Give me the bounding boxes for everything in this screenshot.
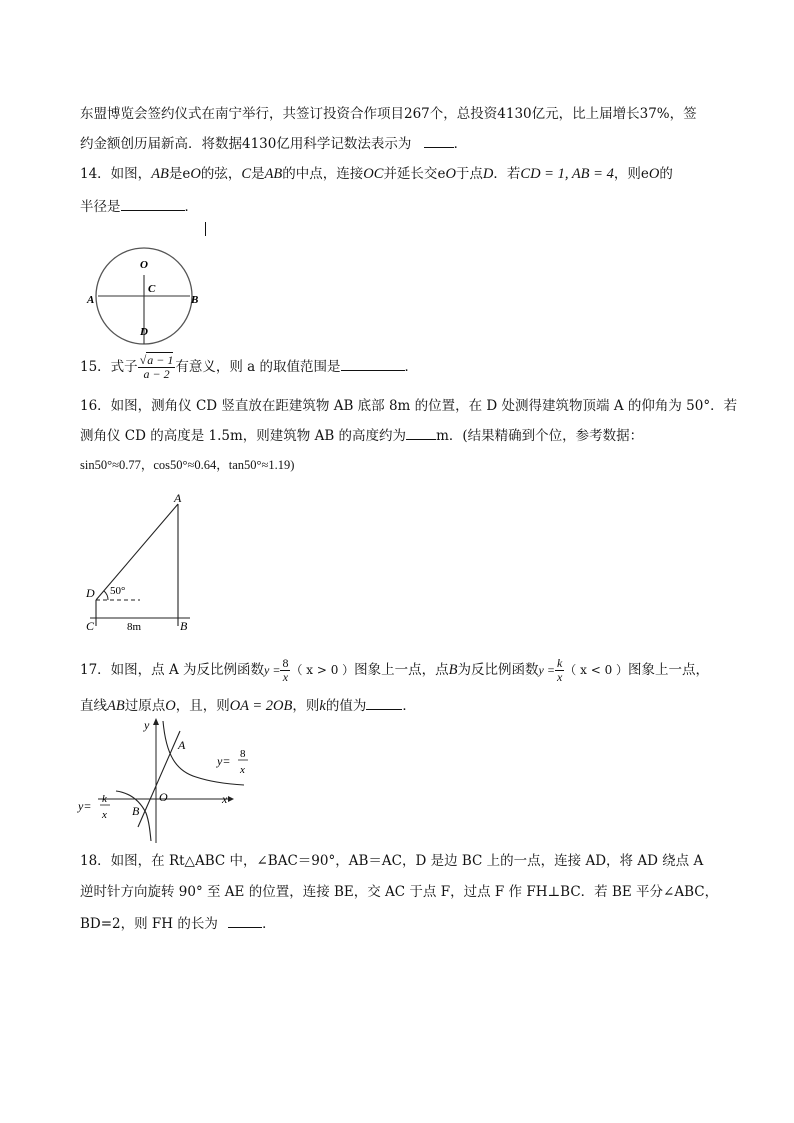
q17-equation: OA = 2OB: [229, 698, 293, 714]
q13-line1: 东盟博览会签约仪式在南宁举行，共签订投资合作项目267个，总投资4130亿元，比上届增长37%，签: [80, 106, 697, 122]
label-a: A: [178, 738, 186, 752]
q15-end: ．: [404, 359, 419, 375]
x-axis-arrow: [228, 796, 234, 802]
q14-number: 14．如图，: [80, 166, 152, 182]
q14-line1: [80, 164, 673, 184]
q14-radius-text: 半径是: [80, 199, 121, 215]
q14-ab: AB: [151, 166, 169, 182]
q17-l2d: ，则: [292, 698, 320, 714]
q15-numerator: a − 1: [147, 353, 174, 367]
q14-t2: 的弦，: [200, 166, 242, 182]
q14-c: C: [241, 166, 252, 182]
q17-ab: AB: [107, 698, 125, 714]
q17-line1: [80, 656, 709, 684]
q17-y2: y =: [538, 663, 555, 677]
q17-l2e: 的值为: [325, 698, 367, 714]
q17-f2-den: x: [556, 670, 563, 684]
label-angle: 50°: [110, 585, 126, 597]
q14-t1: 是: [168, 166, 183, 182]
q14-oc: OC: [363, 166, 384, 182]
q18-text: BD=2，则 FH 的长为: [80, 916, 218, 932]
q18-answer-blank: [228, 913, 262, 928]
label-8m: 8m: [127, 621, 142, 633]
q14-o3: O: [648, 166, 660, 182]
label-b: B: [191, 294, 199, 306]
q14-o2: O: [445, 166, 456, 182]
q15-denominator: a − 2: [143, 367, 170, 381]
q17-fraction-8x: [280, 657, 290, 684]
q14-answer-blank: [121, 196, 185, 211]
q17-fraction-kx: [555, 657, 564, 684]
q17-f2-num: k: [556, 656, 563, 670]
q16-line1: 16．如图，测角仪 CD 竖直放在距建筑物 AB 底部 8m 的位置，在 D 处测得建筑物顶端 A 的仰角为 50°．若: [80, 398, 738, 414]
line-ab: [138, 731, 180, 827]
curve-8-over-x: [163, 721, 244, 785]
q13-text: 约金额创历届新高．将数据4130亿用科学记数法表示为: [80, 136, 412, 152]
q17-number: 17．如图，点 A 为反比例函数: [80, 662, 265, 678]
q17-t3: 图象上一点，: [628, 662, 710, 678]
q17-cond2: （ x < 0 ）: [564, 663, 629, 677]
q13-end: ．: [453, 136, 468, 152]
q14-d: D: [482, 166, 494, 182]
label-b: B: [132, 804, 140, 818]
q17-t2: 为反比例函数: [457, 662, 539, 678]
q13-line2: [80, 133, 467, 154]
label-right-den: x: [240, 764, 245, 776]
label-left-y: y=: [78, 799, 92, 813]
label-b: B: [180, 619, 188, 633]
q14-t8: ，则: [613, 166, 641, 182]
q17-hyperbola-figure: [76, 715, 256, 845]
label-o: O: [159, 790, 168, 804]
q17-k: k: [319, 698, 326, 714]
label-a: A: [87, 294, 95, 306]
q16-line2: [80, 425, 643, 446]
q16-building-figure: [80, 490, 210, 640]
q16-text-a: 测角仪 CD 的高度是 1.5m，则建筑物 AB 的高度约为: [80, 428, 407, 444]
q14-t3: 是: [251, 166, 265, 182]
q18-end: ．: [262, 916, 276, 932]
q17-t1: 图象上一点，点: [354, 662, 449, 678]
label-d: D: [86, 586, 95, 600]
q14-o: O: [190, 166, 201, 182]
q17-end: ．: [402, 698, 416, 714]
q15-text: 有意义，则 a 的取值范围是: [175, 359, 341, 375]
y-axis-arrow: [153, 718, 159, 725]
q14-circle-sym2: e: [437, 166, 446, 182]
q18-line2: 逆时针方向旋转 90° 至 AE 的位置，连接 BE，交 AC 于点 F，过点 F 作 FH⊥BC．若 BE 平分∠ABC，: [80, 884, 719, 900]
label-d: D: [140, 326, 148, 338]
label-right-y: y=: [217, 754, 231, 768]
q17-l2c: ，且，则: [175, 698, 230, 714]
label-right-num: 8: [240, 748, 246, 760]
q17-cond1: （ x > 0 ）: [290, 663, 355, 677]
q13-answer-blank: [424, 133, 454, 148]
label-a: A: [174, 491, 182, 505]
q14-circle-figure: [80, 220, 220, 345]
q17-b: B: [448, 662, 458, 678]
q14-line2: [80, 196, 198, 217]
q14-t4: 的中点，连接: [282, 166, 364, 182]
label-c: C: [148, 283, 156, 295]
label-left-num: k: [102, 793, 107, 805]
q16-text-b: m．(结果精确到个位，参考数据：: [436, 428, 644, 444]
q14-t9: 的: [659, 166, 673, 182]
q14-condition: CD = 1, AB = 4: [520, 166, 614, 182]
q15-line: [80, 352, 418, 382]
q17-f1-num: 8: [282, 656, 289, 670]
q18-line3: [80, 913, 276, 934]
q14-t5: 并延长交: [383, 166, 438, 182]
q17-answer-blank: [366, 695, 402, 710]
q17-y1: y =: [264, 663, 281, 677]
q18-line1: 18．如图，在 Rt△ABC 中，∠BAC＝90°，AB＝AC，D 是边 BC 上的一点，连接 AD，将 AD 绕点 A: [80, 853, 704, 869]
q17-l2b: 过原点: [124, 698, 166, 714]
label-y: y: [144, 718, 150, 732]
q14-t7: ．若: [493, 166, 521, 182]
q16-line3: sin50°≈0.77，cos50°≈0.64，tan50°≈1.19): [80, 458, 295, 472]
q16-answer-blank: [406, 425, 436, 440]
q15-number: 15．式子: [80, 359, 138, 375]
label-o: O: [140, 259, 148, 271]
q17-l2a: 直线: [80, 698, 107, 714]
q14-t6: 于点: [455, 166, 483, 182]
q15-answer-blank: [341, 356, 405, 371]
q14-ab2: AB: [264, 166, 283, 182]
label-left-den: x: [102, 809, 107, 821]
label-c: C: [86, 619, 95, 633]
label-x: x: [222, 792, 228, 806]
q14-circle-sym: e: [182, 166, 191, 182]
q17-line2: [80, 695, 416, 716]
q17-o: O: [165, 698, 176, 714]
q17-f1-den: x: [282, 670, 289, 684]
sight-line-da: [96, 504, 178, 600]
angle-arc: [104, 591, 108, 600]
q14-circle-sym3: e: [640, 166, 649, 182]
q14-end: ．: [184, 199, 198, 215]
q15-fraction: $\frac{√a - 1}{a - 2}$: [139, 353, 174, 381]
